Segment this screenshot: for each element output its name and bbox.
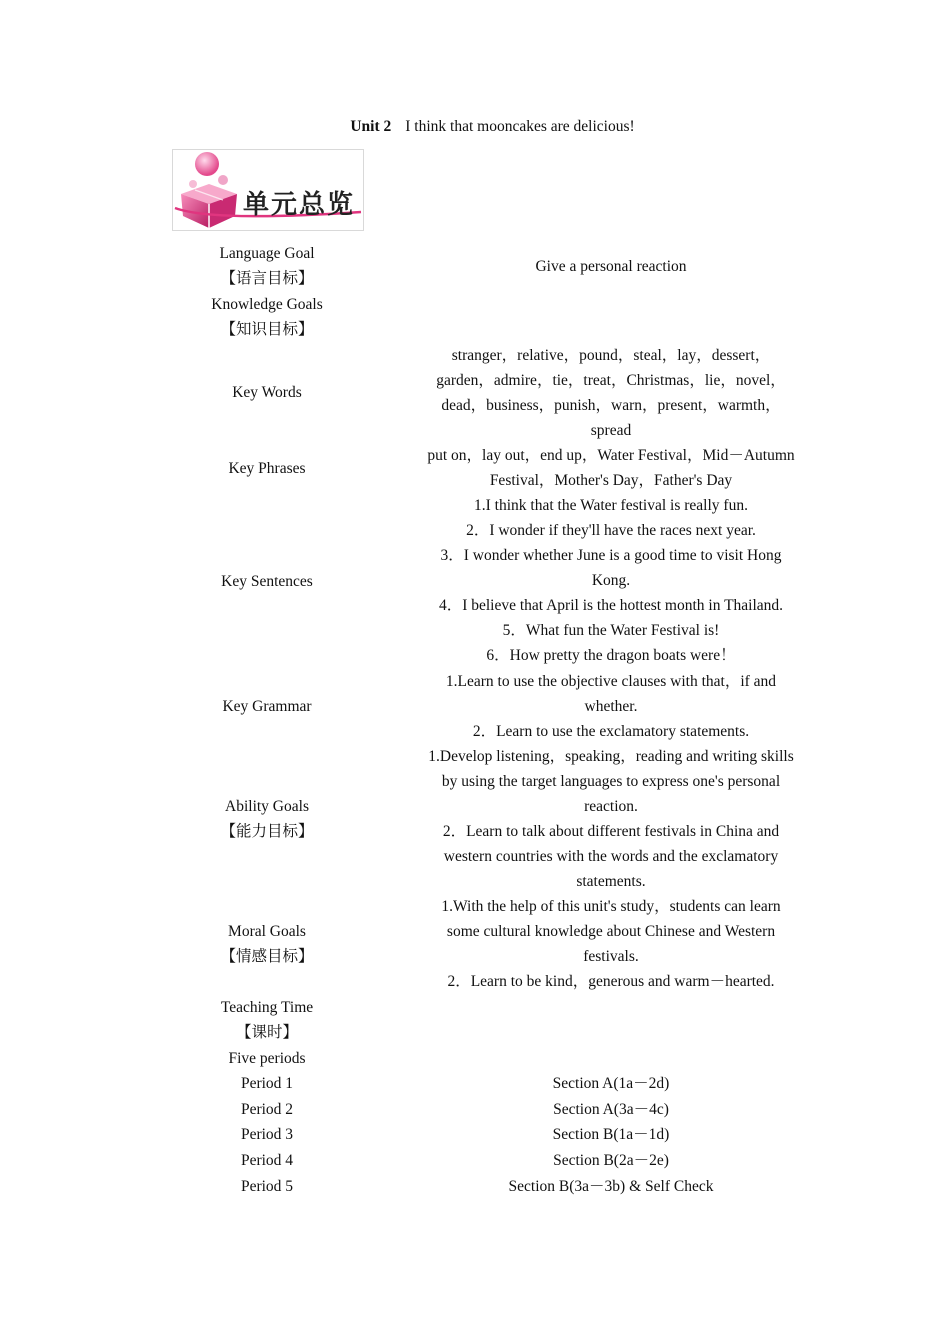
period-content: Section A(3a－4c) [553, 1100, 669, 1118]
unit-title: I think that mooncakes are delicious! [405, 118, 635, 135]
period-contents [410, 1071, 812, 1200]
key-sentences-label: Key Sentences [221, 573, 313, 590]
key-words-list: stranger，relative，pound，steal，lay，dessert， garden，admire，tie，treat，Christmas，lie，novel， dead，business，punish，warn，present，warmth， spread [436, 347, 786, 439]
teaching-time-label: Teaching Time 【课时】 Five periods [172, 995, 362, 1071]
key-sentences-list: 1.I think that the Water festival is really fun. 2．I wonder if they'll have the races next year. 3．I wonder whether June is a good time to visit Hong Kong. 4．I believe that April is the hottest month in Thailand. 5．What fun the Water Festival is! 6．How pretty the dragon boats were！ [438, 497, 784, 664]
banner-label: 单元总览 [243, 190, 356, 220]
language-goal-value: Give a personal reaction [535, 258, 687, 275]
teaching-time-total: Five periods [228, 1050, 306, 1067]
period-content: Section A(1a－2d) [552, 1075, 670, 1092]
key-words-label: Key Words [232, 384, 302, 401]
period-content: Section B(2a－2e) [553, 1152, 669, 1170]
period-names [172, 1071, 362, 1200]
period-name: Period 3 [240, 1126, 294, 1144]
ability-goals-label: Ability Goals 【能力目标】 [220, 798, 314, 840]
period-name: Period 4 [240, 1152, 294, 1170]
moral-goals-list: 1.With the help of this unit's study，students can learn some cultural knowledge about Chinese and Western festivals. 2．Learn to be kind，generous and warm－hearted. [441, 898, 781, 990]
period-content: Section B(3a－3b) & Self Check [508, 1177, 714, 1195]
period-name: Period 5 [240, 1177, 294, 1195]
page-title [0, 118, 950, 136]
period-name: Period 1 [240, 1075, 294, 1092]
language-goal-label: Language Goal 【语言目标】 [219, 245, 315, 287]
knowledge-goals-label: Knowledge Goals 【知识目标】 [211, 296, 323, 338]
key-phrases-label: Key Phrases [228, 460, 306, 477]
key-grammar-list: 1.Learn to use the objective clauses with that，if and whether. 2．Learn to use the exclamatory statements. [445, 673, 777, 740]
period-content: Section B(1a－1d) [552, 1126, 670, 1144]
moral-goals-label: Moral Goals 【情感目标】 [220, 923, 314, 965]
unit-number: Unit 2 [350, 118, 392, 135]
key-grammar-label: Key Grammar [222, 698, 312, 715]
unit-overview-banner [172, 149, 364, 231]
period-name: Period 2 [240, 1100, 294, 1118]
key-phrases-list: put on，lay out，end up，Water Festival，Mid－Autumn Festival，Mother's Day，Father's Day [427, 447, 795, 489]
ability-goals-list: 1.Develop listening，speaking，reading and writing skills by using the target languages to express one's personal reaction. 2．Learn to talk about different festivals in China and western countries with the words and the exclamatory statements. [428, 748, 794, 890]
